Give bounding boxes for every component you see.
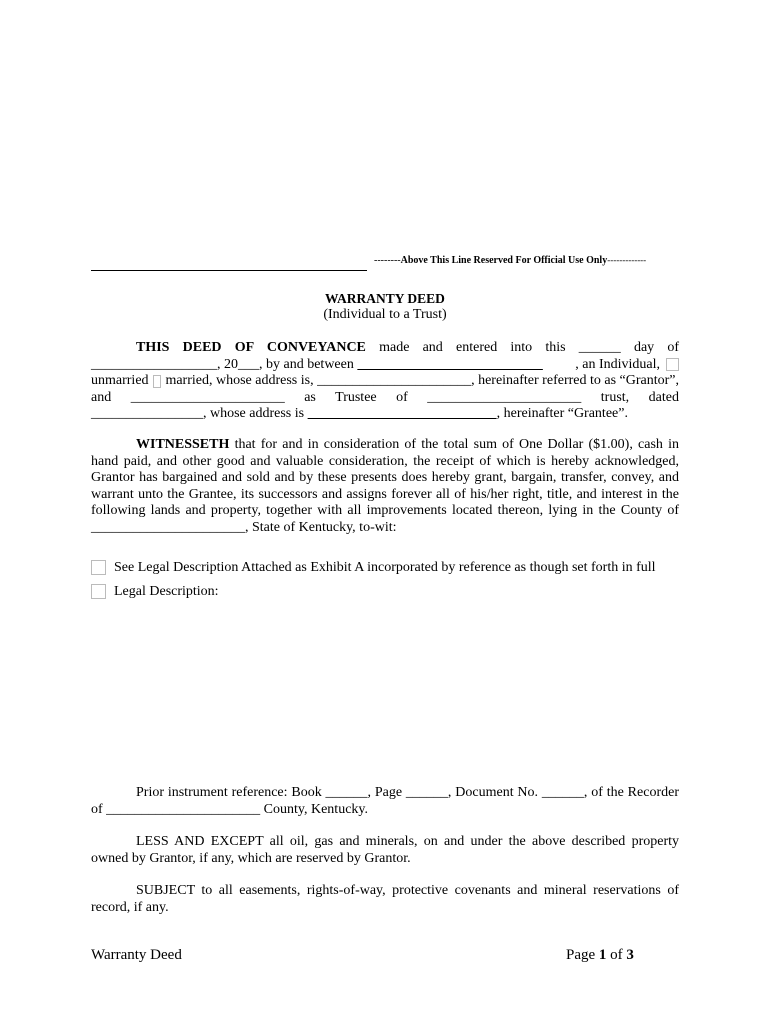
conveyance-paragraph xyxy=(91,340,679,423)
legal-description-label: Legal Description: xyxy=(114,584,219,599)
page-total: 3 xyxy=(626,947,634,963)
conveyance-line-2b: , an Individual, xyxy=(575,356,660,372)
footer-page-number xyxy=(566,947,634,964)
conveyance-line-5a: ________________, whose address is xyxy=(91,406,308,421)
legal-description-checkbox[interactable] xyxy=(91,584,106,599)
grantor-name-field[interactable] xyxy=(357,357,575,374)
conveyance-line-1: made and entered into this ______ day of xyxy=(365,340,680,355)
unmarried-checkbox[interactable] xyxy=(666,358,679,371)
exhibit-a-label: See Legal Description Attached as Exhibit A incorporated by reference as though set forth in full xyxy=(114,560,656,575)
document-title: WARRANTY DEED xyxy=(325,291,445,306)
page-current: 1 xyxy=(598,947,607,963)
official-use-notice xyxy=(374,255,646,266)
subject-to-text: SUBJECT to all easements, rights-of-way, protective covenants and mineral reservations of record, if any. xyxy=(91,883,679,915)
subject-to-paragraph xyxy=(91,883,679,916)
document-subtitle: (Individual to a Trust) xyxy=(323,307,447,322)
witnesseth-paragraph xyxy=(91,437,679,536)
conveyance-lead: THIS DEED OF CONVEYANCE xyxy=(136,340,366,355)
conveyance-line-5b: , hereinafter “Grantee”. xyxy=(496,406,628,421)
less-except-paragraph xyxy=(91,834,679,867)
witnesseth-body: that for and in consideration of the total sum of One Dollar ($1.00), cash in hand paid, and other good and valuable consideration, the receipt of which is hereby acknowledged, Grantor has bargained and sold and by these presents does hereby grant, bargain, transfer, convey, and warrant unto the Grantee, its successors and assigns forever all of his/her right, title, and interest in the following lands and property, together with all improvements located thereon, lying in the County of ______________________, State of Kentucky, to-wit: xyxy=(91,437,679,535)
official-use-signature-line xyxy=(91,270,367,271)
page-prefix: Page xyxy=(566,947,599,963)
less-except-text: LESS AND EXCEPT all oil, gas and minerals, on and under the above described property owned by Grantor, if any, which are reserved by Grantor. xyxy=(91,834,679,866)
grantee-address-field[interactable] xyxy=(308,406,497,421)
prior-instrument-text: Prior instrument reference: Book ______, Page ______, Document No. ______, of the Recorder of ______________________ County, Kentucky. xyxy=(91,785,679,817)
official-use-dashes: -------- xyxy=(374,255,401,266)
footer-document-name: Warranty Deed xyxy=(91,947,182,963)
conveyance-line-3: married, whose address is, ______________________, hereinafter referred to as “Grantor”, xyxy=(165,373,679,388)
exhibit-a-checkbox[interactable] xyxy=(91,560,106,575)
unmarried-label: unmarried xyxy=(91,373,149,388)
witnesseth-lead: WITNESSETH xyxy=(136,437,230,452)
conveyance-line-2a: __________________, 20___, by and between xyxy=(91,356,358,372)
official-use-trailing: ------------- xyxy=(607,255,647,265)
married-checkbox[interactable] xyxy=(153,375,162,388)
prior-instrument-paragraph xyxy=(91,785,679,818)
official-use-text: Above This Line Reserved For Official Use Only xyxy=(400,255,608,266)
conveyance-line-4: and ______________________ as Trustee of ______________________ trust, dated xyxy=(91,389,679,405)
page-of: of xyxy=(606,947,627,963)
